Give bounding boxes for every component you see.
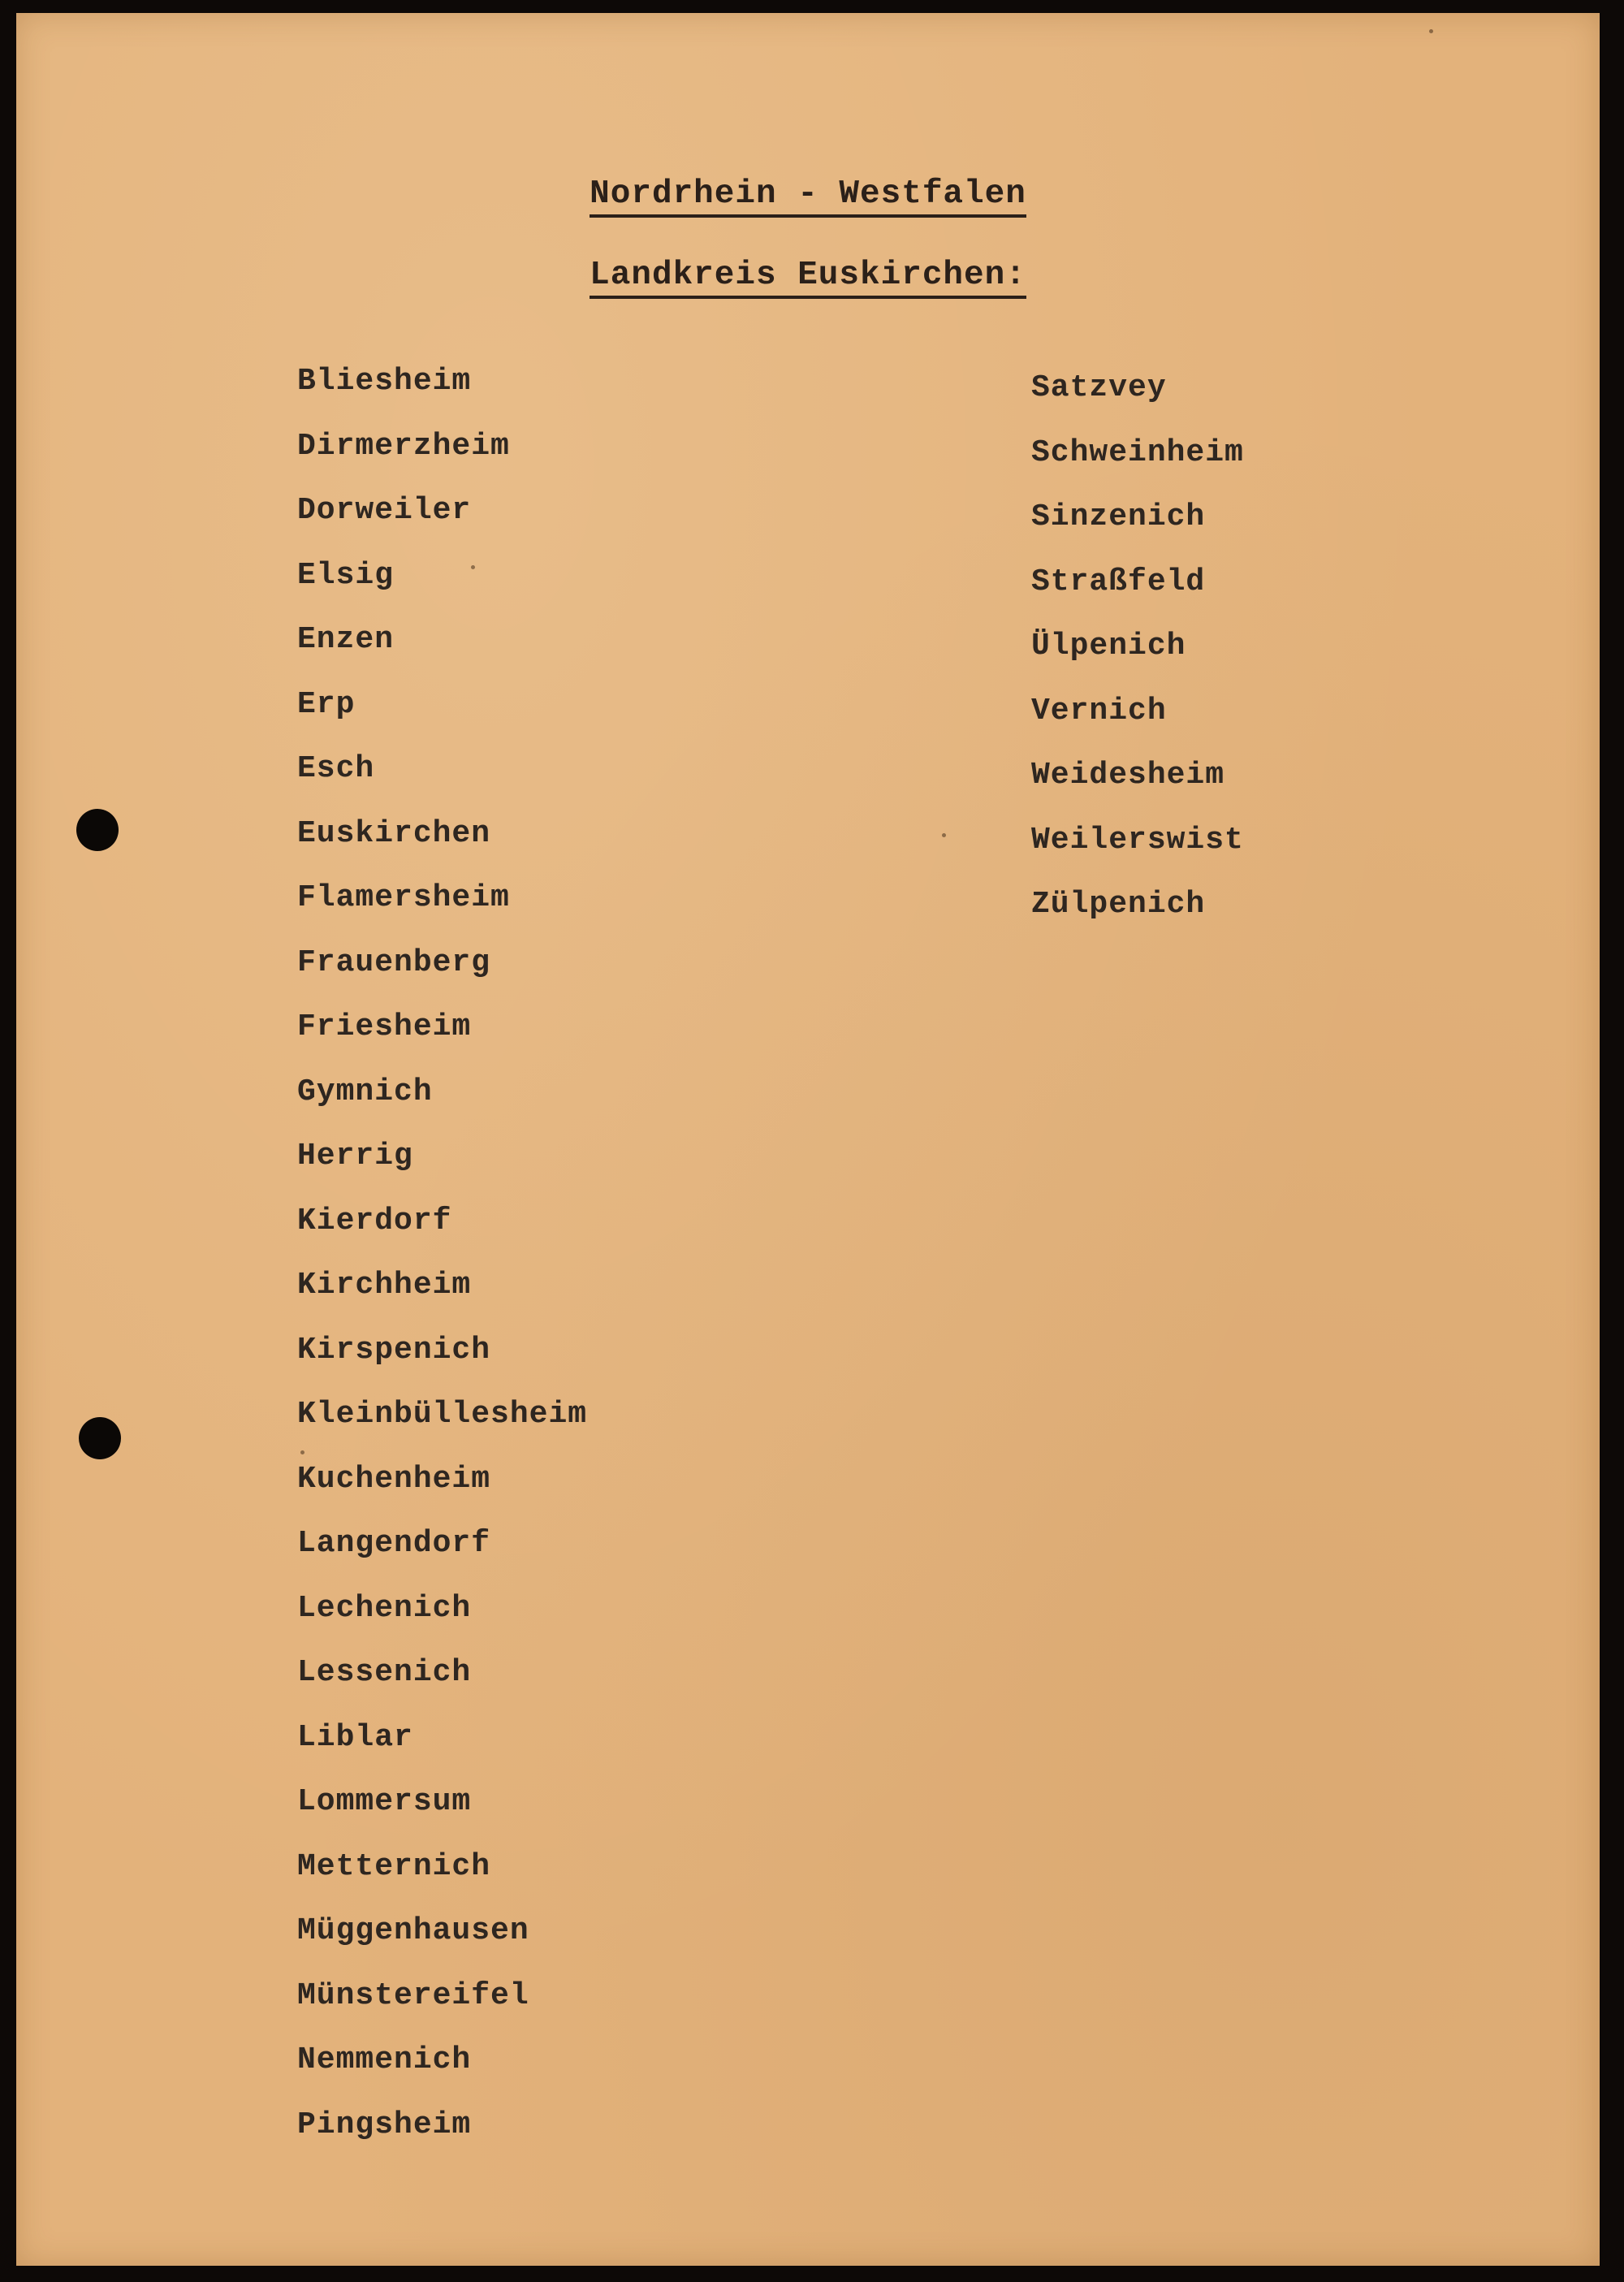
place-name: Lommersum [297,1784,472,1819]
place-name: Straßfeld [1031,564,1206,599]
place-name: Euskirchen [297,815,491,851]
place-name: Kirspenich [297,1332,491,1368]
punch-hole [76,809,119,851]
paper-speck [300,1450,304,1454]
place-name: Ülpenich [1031,629,1186,663]
place-name: Gymnich [297,1074,433,1109]
place-name: Zülpenich [1031,887,1206,922]
place-name: Frauenberg [297,944,491,980]
place-name: Herrig [297,1139,413,1173]
place-name: Weilerswist [1031,822,1244,858]
place-name: Kuchenheim [297,1461,491,1497]
place-name: Erp [297,686,356,722]
place-name: Satzvey [1031,370,1167,405]
place-name: Kirchheim [297,1268,472,1303]
place-name: Friesheim [297,1009,472,1044]
document-page [16,13,1600,2266]
place-name: Kleinbüllesheim [297,1397,588,1432]
punch-hole [79,1417,121,1459]
place-name: Nemmenich [297,2042,472,2077]
place-name: Sinzenich [1031,499,1206,534]
place-name: Bliesheim [297,364,472,399]
place-list-left [297,364,587,2172]
place-name: Lechenich [297,1590,472,1626]
district-heading [16,257,1600,294]
place-name: Liblar [297,1719,413,1755]
place-name: Elsig [297,557,395,593]
place-name: Münstereifel [297,1977,529,2013]
state-heading-text: Nordrhein - Westfalen [590,175,1026,218]
place-name: Dirmerzheim [297,428,510,464]
place-name: Metternich [297,1848,491,1884]
paper-speck [1429,29,1433,33]
place-name: Pingsheim [297,2107,472,2142]
place-name: Esch [297,751,375,786]
place-list-right [1031,370,1244,952]
place-name: Langendorf [297,1526,491,1561]
district-heading-text: Landkreis Euskirchen: [590,257,1026,299]
place-name: Müggenhausen [297,1913,529,1948]
place-name: Flamersheim [297,880,510,915]
place-name: Enzen [297,622,395,657]
place-name: Dorweiler [297,493,472,528]
place-name: Kierdorf [297,1203,452,1238]
state-heading [16,175,1600,213]
place-name: Lessenich [297,1655,472,1690]
paper-speck [942,833,946,837]
place-name: Vernich [1031,693,1167,728]
place-name: Weidesheim [1031,758,1225,793]
place-name: Schweinheim [1031,434,1244,470]
paper-speck [471,565,475,569]
